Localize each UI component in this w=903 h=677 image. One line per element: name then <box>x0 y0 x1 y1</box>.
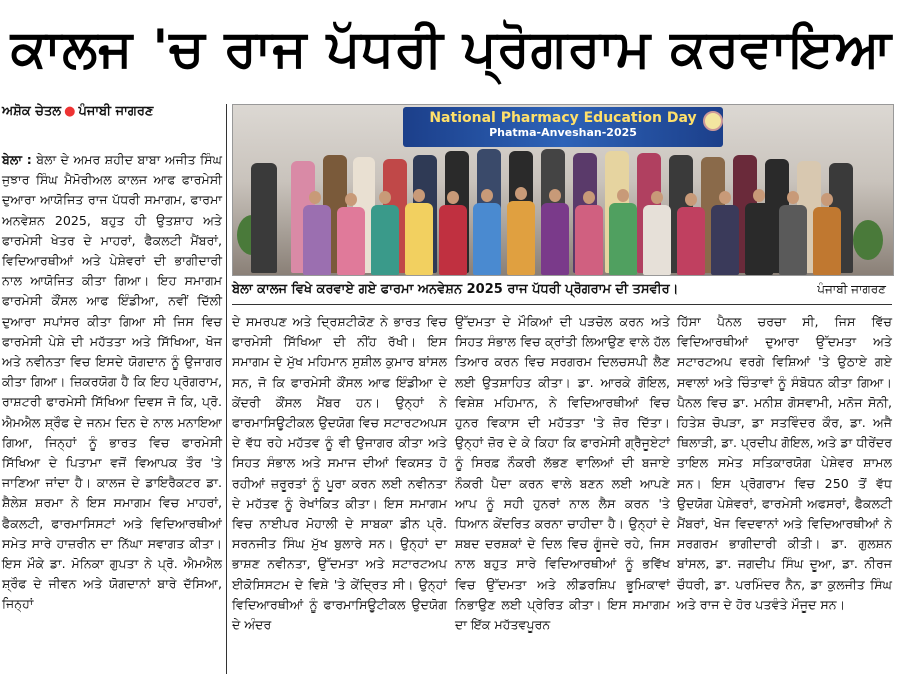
byline <box>2 104 153 119</box>
article-column-3: ਉੱਦਮਤਾ ਦੇ ਮੌਕਿਆਂ ਦੀ ਪੜਚੋਲ ਕਰਨ ਅਤੇ ਸਿਹਤ ਸੰਭਾਲ ਵਿਚ ਕ੍ਰਾਂਤੀ ਲਿਆਉਣ ਵਾਲੇ ਹੱਲ ਤਿਆਰ ਕਰਨ ਵਿਚ ਸਰਗਰਮ ਦਿਲਚਸਪੀ ਲੈਣ ਲਈ ਉਤਸ਼ਾਹਿਤ ਕੀਤਾ। ਡਾ. ਆਰਕੇ ਗੋਇਲ, ਵਿਸ਼ੇਸ਼ ਮਹਿਮਾਨ, ਨੇ ਵਿਦਿਆਰਥੀਆਂ ਵਿਚ ਹੁਨਰ ਵਿਕਾਸ ਦੀ ਮਹੱਤਤਾ 'ਤੇ ਜ਼ੋਰ ਦਿੱਤਾ। ਉਨ੍ਹਾਂ ਜ਼ੋਰ ਦੇ ਕੇ ਕਿਹਾ ਕਿ ਫਾਰਮੇਸੀ ਗ੍ਰੈਜੂਏਟਾਂ ਨੂੰ ਸਿਰਫ਼ ਨੌਕਰੀ ਲੱਭਣ ਵਾਲਿਆਂ ਦੀ ਬਜਾਏ ਨੌਕਰੀ ਪੈਦਾ ਕਰਨ ਵਾਲੇ ਬਣਨ ਲਈ ਆਪਣੇ ਆਪ ਨੂੰ ਸਹੀ ਹੁਨਰਾਂ ਨਾਲ ਲੈਸ ਕਰਨ 'ਤੇ ਧਿਆਨ ਕੇਂਦਰਿਤ ਕਰਨਾ ਚਾਹੀਦਾ ਹੈ। ਉਨ੍ਹਾਂ ਦੇ ਸ਼ਬਦ ਦਰਸ਼ਕਾਂ ਦੇ ਦਿਲ ਵਿਚ ਗੂੰਜਦੇ ਰਹੇ, ਜਿਸ ਨਾਲ ਬਹੁਤ ਸਾਰੇ ਵਿਦਿਆਰਥੀਆਂ ਨੂੰ ਭਵਿੱਖ ਵਿਚ ਉੱਦਮਤਾ ਅਤੇ ਲੀਡਰਸ਼ਿਪ ਭੂਮਿਕਾਵਾਂ ਨਿਭਾਉਣ ਲਈ ਪ੍ਰੇਰਿਤ ਕੀਤਾ। ਇਸ ਸਮਾਗਮ ਦਾ ਇੱਕ ਮਹੱਤਵਪੂਰਨ <box>455 314 670 633</box>
article-text-1: ਬੇਲਾ ਦੇ ਅਮਰ ਸ਼ਹੀਦ ਬਾਬਾ ਅਜੀਤ ਸਿੰਘ ਜੁਝਾਰ ਸਿੰਘ ਮੈਮੋਰੀਅਲ ਕਾਲਜ ਆਫ ਫਾਰਮੇਸੀ ਦੁਆਰਾ ਆਯੋਜਿਤ ਰਾਜ ਪੱਧਰੀ ਸਮਾਗਮ, ਫਾਰਮਾ ਅਨਵੇਸ਼ਨ 2025, ਬਹੁਤ ਹੀ ਉਤਸ਼ਾਹ ਅਤੇ ਫਾਰਮੇਸੀ ਖੇਤਰ ਦੇ ਮਾਹਰਾਂ, ਫੈਕਲਟੀ ਮੈਂਬਰਾਂ, ਵਿਦਿਆਰਥੀਆਂ ਅਤੇ ਪੇਸ਼ੇਵਰਾਂ ਦੀ ਭਾਗੀਦਾਰੀ ਨਾਲ ਆਯੋਜਿਤ ਕੀਤਾ ਗਿਆ। ਇਹ ਸਮਾਗਮ ਫਾਰਮੇਸੀ ਕੌਂਸਲ ਆਫ ਇੰਡੀਆ, ਨਵੀਂ ਦਿੱਲੀ ਦੁਆਰਾ ਸਪਾਂਸਰ ਕੀਤਾ ਗਿਆ ਸੀ ਜਿਸ ਵਿਚ ਫਾਰਮੇਸੀ ਪੇਸ਼ੇ ਦੀ ਮਹੱਤਤਾ ਅਤੇ ਸਿੱਖਿਆ, ਖੋਜ ਅਤੇ ਨਵੀਨਤਾ ਵਿਚ ਇਸਦੇ ਯੋਗਦਾਨ ਨੂੰ ਉਜਾਗਰ ਕੀਤਾ ਗਿਆ। ਜ਼ਿਕਰਯੋਗ ਹੈ ਕਿ ਇਹ ਪ੍ਰੋਗਰਾਮ, ਰਾਸ਼ਟਰੀ ਫਾਰਮੇਸੀ ਸਿੱਖਿਆ ਦਿਵਸ ਜੋ ਕਿ, ਪ੍ਰੋ. ਐਮਐਲ ਸ਼੍ਰੌਫ ਦੇ ਜਨਮ ਦਿਨ ਦੇ ਨਾਲ ਮਨਾਇਆ ਗਿਆ, ਜਿਨ੍ਹਾਂ ਨੂੰ ਭਾਰਤ ਵਿਚ ਫਾਰਮੇਸੀ ਸਿੱਖਿਆ ਦੇ ਪਿਤਾਮਾ ਵਜੋਂ ਵਿਆਪਕ ਤੌਰ 'ਤੇ ਜਾਣਿਆ ਜਾਂਦਾ ਹੈ। ਕਾਲਜ ਦੇ ਡਾਇਰੈਕਟਰ ਡਾ. ਸ਼ੈਲੇਸ਼ ਸ਼ਰਮਾ ਨੇ ਇਸ ਸਮਾਗਮ ਵਿਚ ਮਾਹਰਾਂ, ਫੈਕਲਟੀ, ਫਾਰਮਾਸਿਸਟਾਂ ਅਤੇ ਵਿਦਿਆਰਥੀਆਂ ਸਮੇਤ ਸਾਰੇ ਹਾਜ਼ਰੀਨ ਦਾ ਨਿੱਘਾ ਸਵਾਗਤ ਕੀਤਾ। ਇਸ ਮੌਕੇ ਡਾ. ਮੋਨਿਕਾ ਗੁਪਤਾ ਨੇ ਪ੍ਰੋ. ਐਮਐਲ ਸ਼੍ਰੌਫ ਦੇ ਜੀਵਨ ਅਤੇ ਯੋਗਦਾਨਾਂ ਬਾਰੇ ਦੱਸਿਆ, ਜਿਨ੍ਹਾਂ <box>2 152 222 612</box>
caption-rule <box>232 304 892 305</box>
article-column-1 <box>2 150 222 615</box>
byline-source: ਪੰਜਾਬੀ ਜਾਗਰਣ <box>78 104 154 119</box>
article-column-4: ਹਿੱਸਾ ਪੈਨਲ ਚਰਚਾ ਸੀ, ਜਿਸ ਵਿੱਚ ਵਿਦਿਆਰਥੀਆਂ ਦੁਆਰਾ ਉੱਦਮਤਾ ਅਤੇ ਸਟਾਰਟਅਪ ਵਰਗੇ ਵਿਸ਼ਿਆਂ 'ਤੇ ਉਠਾਏ ਗਏ ਸਵਾਲਾਂ ਅਤੇ ਚਿੰਤਾਵਾਂ ਨੂੰ ਸੰਬੋਧਨ ਕੀਤਾ ਗਿਆ। ਪੈਨਲ ਵਿਚ ਡਾ. ਮਨੀਸ਼ ਗੋਸਵਾਮੀ, ਮਨੋਜ ਸੋਨੀ, ਹਿਤੇਸ਼ ਚੋਪੜਾ, ਡਾ ਸਤਵਿੰਦਰ ਕੌਰ, ਡਾ. ਅਜੈ ਥਿਲਾੜੀ, ਡਾ. ਪ੍ਰਦੀਪ ਗੋਇਲ, ਅਤੇ ਡਾ ਧੀਰੇਂਦਰ ਤਾਇਲ ਸਮੇਤ ਸਤਿਕਾਰਯੋਗ ਪੇਸ਼ੇਵਰ ਸ਼ਾਮਲ ਸਨ। ਇਸ ਪ੍ਰੋਗਰਾਮ ਵਿਚ 250 ਤੋਂ ਵੱਧ ਉਦਯੋਗ ਪੇਸ਼ੇਵਰਾਂ, ਫਾਰਮੇਸੀ ਅਫਸਰਾਂ, ਫੈਕਲਟੀ ਮੈਂਬਰਾਂ, ਖੋਜ ਵਿਦਵਾਨਾਂ ਅਤੇ ਵਿਦਿਆਰਥੀਆਂ ਨੇ ਸਰਗਰਮ ਭਾਗੀਦਾਰੀ ਕੀਤੀ। ਡਾ. ਗੁਲਸ਼ਨ ਬਾਂਸਲ, ਡਾ. ਜਗਦੀਪ ਸਿੰਘ ਦੂਆ, ਡਾ. ਨੀਰਜ ਚੌਧਰੀ, ਡਾ. ਪਰਮਿੰਦਰ ਨੈਨ, ਡਾ ਕੁਲਜੀਤ ਸਿੰਘ ਅਤੇ ਰਾਜ ਦੇ ਹੋਰ ਪਤਵੰਤੇ ਮੌਜੂਦ ਸਨ। <box>677 314 892 612</box>
news-photo <box>232 104 894 276</box>
photo-caption: ਬੇਲਾ ਕਾਲਜ ਵਿਖੇ ਕਰਵਾਏ ਗਏ ਫਾਰਮਾ ਅਨਵੇਸ਼ਨ 2025 ਰਾਜ ਪੱਧਰੀ ਪ੍ਰੋਗਰਾਮ ਦੀ ਤਸਵੀਰ। <box>232 282 679 297</box>
bullet-dot-icon: ● <box>64 104 76 119</box>
banner-line2: Phatma-Anveshan-2025 <box>489 126 637 139</box>
plant-icon <box>853 220 883 260</box>
headline: ਕਾਲਜ 'ਚ ਰਾਜ ਪੱਧਰੀ ਪ੍ਰੋਗਰਾਮ ਕਰਵਾਇਆ <box>10 18 893 79</box>
photo-banner <box>403 107 723 147</box>
photo-credit: ਪੰਜਾਬੀ ਜਾਗਰਣ <box>817 282 886 296</box>
college-logo-icon <box>703 111 723 131</box>
banner-line1: National Pharmacy Education Day <box>429 110 697 126</box>
article-column-2: ਦੇ ਸਮਰਪਣ ਅਤੇ ਦ੍ਰਿਸ਼ਟੀਕੋਣ ਨੇ ਭਾਰਤ ਵਿਚ ਫਾਰਮੇਸੀ ਸਿੱਖਿਆ ਦੀ ਨੀਂਹ ਰੱਖੀ। ਇਸ ਸਮਾਗਮ ਦੇ ਮੁੱਖ ਮਹਿਮਾਨ ਸੁਸ਼ੀਲ ਕੁਮਾਰ ਬਾਂਸਲ ਸਨ, ਜੋ ਕਿ ਫਾਰਮੇਸੀ ਕੌਂਸਲ ਆਫ ਇੰਡੀਆ ਦੇ ਕੇਂਦਰੀ ਕੌਂਸਲ ਮੈਂਬਰ ਹਨ। ਉਨ੍ਹਾਂ ਨੇ ਫਾਰਮਾਸਿਊਟੀਕਲ ਉਦਯੋਗ ਵਿਚ ਸਟਾਰਟਅਪਸ ਦੇ ਵੱਧ ਰਹੇ ਮਹੱਤਵ ਨੂੰ ਵੀ ਉਜਾਗਰ ਕੀਤਾ ਅਤੇ ਸਿਹਤ ਸੰਭਾਲ ਅਤੇ ਸਮਾਜ ਦੀਆਂ ਵਿਕਸਤ ਹੋ ਰਹੀਆਂ ਜ਼ਰੂਰਤਾਂ ਨੂੰ ਪੂਰਾ ਕਰਨ ਲਈ ਨਵੀਨਤਾ ਦੇ ਮਹੱਤਵ ਨੂੰ ਰੇਖਾਂਕਿਤ ਕੀਤਾ। ਇਸ ਸਮਾਗਮ ਵਿਚ ਨਾਈਪਰ ਮੋਹਾਲੀ ਦੇ ਸਾਬਕਾ ਡੀਨ ਪ੍ਰੋ. ਸਰਨਜੀਤ ਸਿੰਘ ਮੁੱਖ ਬੁਲਾਰੇ ਸਨ। ਉਨ੍ਹਾਂ ਦਾ ਭਾਸ਼ਣ ਨਵੀਨਤਾ, ਉੱਦਮਤਾ ਅਤੇ ਸਟਾਰਟਅਪ ਈਕੋਸਿਸਟਮ ਦੇ ਵਿਸ਼ੇ 'ਤੇ ਕੇਂਦ੍ਰਿਤ ਸੀ। ਉਨ੍ਹਾਂ ਵਿਦਿਆਰਥੀਆਂ ਨੂੰ ਫਾਰਮਾਸਿਊਟੀਕਲ ਉਦਯੋਗ ਦੇ ਅੰਦਰ <box>232 314 447 633</box>
column-divider <box>226 104 227 674</box>
byline-author: ਅਸ਼ੋਕ ਚੇਤਲ <box>2 104 62 119</box>
photo-caption-row <box>232 282 892 297</box>
article-dateline: ਬੇਲਾ : <box>2 152 32 167</box>
